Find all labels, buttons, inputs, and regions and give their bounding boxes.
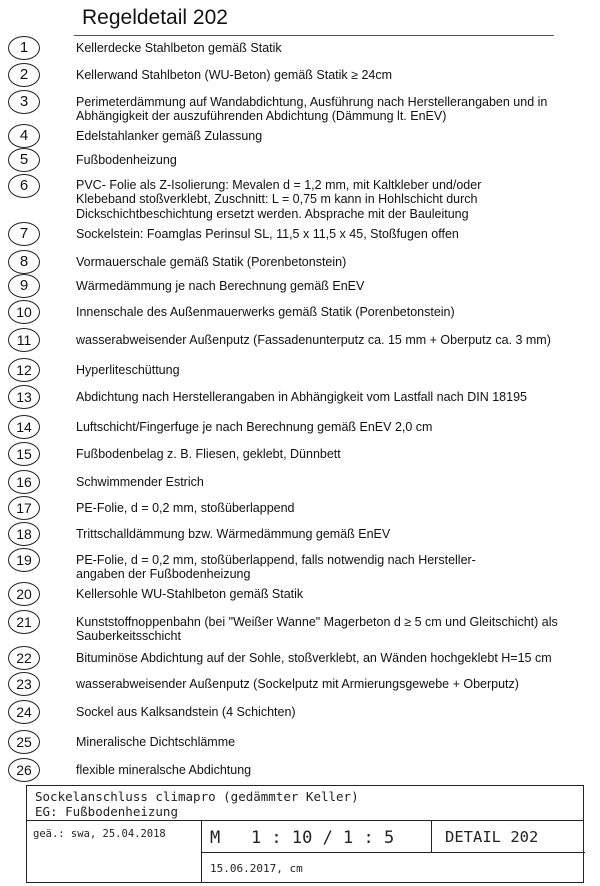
item-number-circle: 16 (8, 470, 40, 494)
item-description: Wärmedämmung je nach Berechnung gemäß EnEV (76, 279, 365, 293)
title-block-divider (201, 820, 202, 883)
item-number-circle: 9 (8, 274, 40, 298)
item-number-circle: 5 (8, 148, 40, 172)
title-block-divider (27, 820, 583, 821)
title-block-divider (201, 852, 585, 853)
item-number-circle: 3 (8, 90, 40, 114)
item-description: Trittschalldämmung bzw. Wärmedämmung gemäß EnEV (76, 527, 391, 541)
drawing-date: 15.06.2017, cm (210, 862, 303, 875)
item-number-circle: 26 (8, 758, 40, 782)
item-number-circle: 4 (8, 124, 40, 148)
item-description: Mineralische Dichtschlämme (76, 735, 236, 749)
scale-label: M 1 : 10 / 1 : 5 (210, 828, 395, 848)
item-description: Luftschicht/Fingerfuge je nach Berechnung gemäß EnEV 2,0 cm (76, 420, 433, 434)
item-number-circle: 2 (8, 63, 40, 87)
title-block (26, 785, 584, 883)
item-number-circle: 25 (8, 730, 40, 754)
item-description: Bituminöse Abdichtung auf der Sohle, stoßverklebt, an Wänden hochgeklebt H=15 cm (76, 651, 552, 665)
project-subtitle: EG: Fußbodenheizung (35, 804, 178, 819)
title-block-divider (431, 820, 432, 852)
item-description: Kellersohle WU-Stahlbeton gemäß Statik (76, 587, 304, 601)
item-number-circle: 22 (8, 646, 40, 670)
item-description: Fußbodenheizung (76, 153, 177, 167)
item-description: PVC- Folie als Z-Isolierung: Mevalen d = 1,2 mm, mit Kaltkleber und/oder Klebeband stoßverklebt, Zuschnitt: L = 0,75 m kann in Hohlschicht durch Dickschichtbeschichtung ersetzt werden. Absprache mit der Bauleitung (76, 178, 482, 221)
item-description: PE-Folie, d = 0,2 mm, stoßüberlappend (76, 501, 295, 515)
change-note: geä.: swa, 25.04.2018 (33, 828, 166, 840)
item-number-circle: 21 (8, 610, 40, 634)
item-description: wasserabweisender Außenputz (Fassadenunterputz ca. 15 mm + Oberputz ca. 3 mm) (76, 333, 551, 347)
item-description: PE-Folie, d = 0,2 mm, stoßüberlappend, falls notwendig nach Hersteller- angaben der Fußbodenheizung (76, 553, 476, 582)
item-number-circle: 23 (8, 672, 40, 696)
item-description: Schwimmender Estrich (76, 475, 204, 489)
item-description: Kellerwand Stahlbeton (WU-Beton) gemäß Statik ≥ 24cm (76, 68, 393, 82)
item-number-circle: 11 (8, 328, 40, 352)
item-number-circle: 19 (8, 548, 40, 572)
item-number-circle: 12 (8, 358, 40, 382)
item-number-circle: 24 (8, 700, 40, 724)
page-title: Regeldetail 202 (82, 6, 228, 29)
item-description: Perimeterdämmung auf Wandabdichtung, Ausführung nach Herstellerangaben und in Abhängigkeit der auszuführenden Abdichtung (Dämmung lt. EnEV) (76, 95, 548, 124)
item-number-circle: 18 (8, 522, 40, 546)
item-description: Innenschale des Außenmauerwerks gemäß Statik (Porenbetonstein) (76, 305, 455, 319)
item-number-circle: 13 (8, 385, 40, 409)
item-description: Edelstahlanker gemäß Zulassung (76, 129, 263, 143)
item-number-circle: 1 (8, 36, 40, 60)
project-name: Sockelanschluss climapro (gedämmter Keller) (35, 789, 359, 804)
item-number-circle: 7 (8, 222, 40, 246)
item-number-circle: 20 (8, 582, 40, 606)
item-number-circle: 10 (8, 300, 40, 324)
item-description: Hyperliteschüttung (76, 363, 180, 377)
item-number-circle: 17 (8, 496, 40, 520)
item-number-circle: 6 (8, 174, 40, 198)
detail-number: DETAIL 202 (445, 828, 539, 846)
item-number-circle: 8 (8, 250, 40, 274)
item-description: Kellerdecke Stahlbeton gemäß Statik (76, 41, 282, 55)
item-description: Kunststoffnoppenbahn (bei "Weißer Wanne" Magerbeton d ≥ 5 cm und Gleitschicht) als Sauberkeitsschicht (76, 615, 558, 644)
item-description: flexible mineralsche Abdichtung (76, 763, 252, 777)
item-description: Sockelstein: Foamglas Perinsul SL, 11,5 x 11,5 x 45, Stoßfugen offen (76, 227, 459, 241)
item-description: Fußbodenbelag z. B. Fliesen, geklebt, Dünnbett (76, 447, 341, 461)
item-description: Sockel aus Kalksandstein (4 Schichten) (76, 705, 296, 719)
item-description: Abdichtung nach Herstellerangaben in Abhängigkeit vom Lastfall nach DIN 18195 (76, 390, 527, 404)
item-description: Vormauerschale gemäß Statik (Porenbetonstein) (76, 255, 347, 269)
item-number-circle: 14 (8, 415, 40, 439)
item-number-circle: 15 (8, 442, 40, 466)
item-description: wasserabweisender Außenputz (Sockelputz mit Armierungsgewebe + Oberputz) (76, 677, 519, 691)
